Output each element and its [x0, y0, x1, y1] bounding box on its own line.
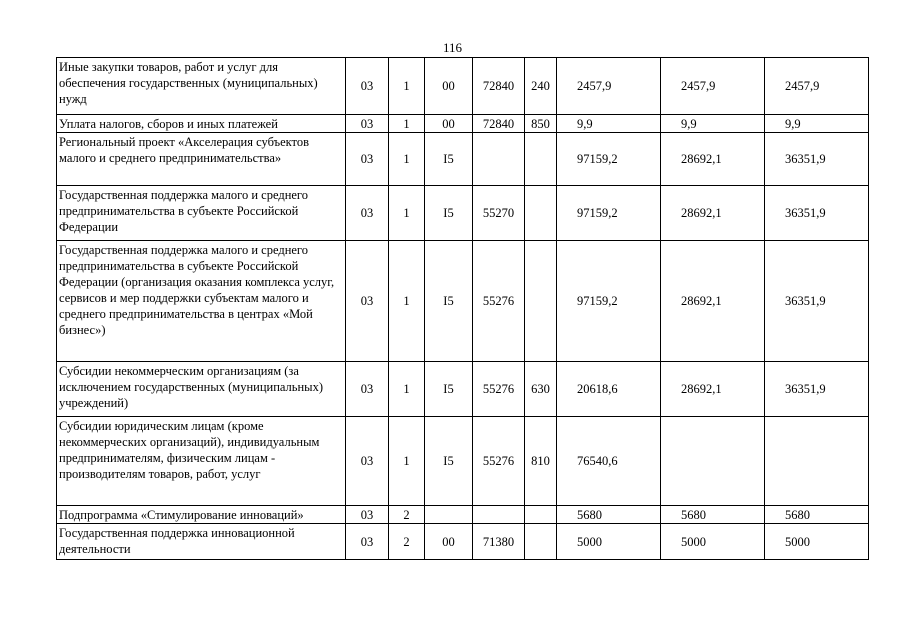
- amount-year-2: [661, 417, 765, 506]
- amount-year-2: 2457,9: [661, 58, 765, 115]
- amount-year-1: 5000: [557, 524, 661, 560]
- expense-type-code: [525, 241, 557, 362]
- section-code: 03: [346, 241, 389, 362]
- row-name: Региональный проект «Акселерация субъектов малого и среднего предпринимательства»: [57, 133, 346, 186]
- row-name: Субсидии юридическим лицам (кроме некоммерческих организаций), индивидуальным предпринимателям, физическим лицам - производителям товаров, работ, услуг: [57, 417, 346, 506]
- amount-year-3: 2457,9: [765, 58, 869, 115]
- table-row: [57, 241, 869, 362]
- program-code: 1: [389, 417, 425, 506]
- amount-year-1: 9,9: [557, 115, 661, 133]
- row-name: Подпрограмма «Стимулирование инноваций»: [57, 506, 346, 524]
- amount-year-1: 2457,9: [557, 58, 661, 115]
- subprogram-code: [425, 506, 473, 524]
- amount-year-2: 9,9: [661, 115, 765, 133]
- section-code: 03: [346, 115, 389, 133]
- subprogram-code: I5: [425, 186, 473, 241]
- expense-type-code: [525, 133, 557, 186]
- direction-code: 72840: [473, 58, 525, 115]
- section-code: 03: [346, 524, 389, 560]
- program-code: 1: [389, 58, 425, 115]
- amount-year-2: 28692,1: [661, 186, 765, 241]
- direction-code: [473, 133, 525, 186]
- expense-type-code: 630: [525, 362, 557, 417]
- expense-type-code: [525, 186, 557, 241]
- direction-code: 55270: [473, 186, 525, 241]
- page-number: 116: [442, 40, 463, 55]
- direction-code: [473, 506, 525, 524]
- amount-year-3: 5680: [765, 506, 869, 524]
- amount-year-2: 28692,1: [661, 362, 765, 417]
- program-code: 1: [389, 362, 425, 417]
- row-name: Государственная поддержка малого и среднего предпринимательства в субъекте Российской Федерации (организация оказания комплекса услуг, сервисов и мер поддержки субъектам малого и среднего предпринимательства в центрах «Мой бизнес»): [57, 241, 346, 362]
- row-name: Уплата налогов, сборов и иных платежей: [57, 115, 346, 133]
- program-code: 1: [389, 241, 425, 362]
- table-row: [57, 362, 869, 417]
- subprogram-code: I5: [425, 362, 473, 417]
- subprogram-code: 00: [425, 115, 473, 133]
- table-row: [57, 133, 869, 186]
- direction-code: 71380: [473, 524, 525, 560]
- section-code: 03: [346, 58, 389, 115]
- budget-table: [56, 57, 869, 560]
- section-code: 03: [346, 417, 389, 506]
- program-code: 2: [389, 506, 425, 524]
- section-code: 03: [346, 186, 389, 241]
- expense-type-code: 810: [525, 417, 557, 506]
- amount-year-1: 76540,6: [557, 417, 661, 506]
- subprogram-code: 00: [425, 58, 473, 115]
- table-row: [57, 115, 869, 133]
- program-code: 2: [389, 524, 425, 560]
- amount-year-1: 5680: [557, 506, 661, 524]
- section-code: 03: [346, 362, 389, 417]
- amount-year-1: 97159,2: [557, 241, 661, 362]
- section-code: 03: [346, 133, 389, 186]
- amount-year-1: 97159,2: [557, 133, 661, 186]
- direction-code: 72840: [473, 115, 525, 133]
- amount-year-3: [765, 417, 869, 506]
- table-row: [57, 524, 869, 560]
- program-code: 1: [389, 133, 425, 186]
- program-code: 1: [389, 186, 425, 241]
- expense-type-code: [525, 506, 557, 524]
- expense-type-code: [525, 524, 557, 560]
- amount-year-3: 9,9: [765, 115, 869, 133]
- amount-year-3: 36351,9: [765, 241, 869, 362]
- table-row: [57, 417, 869, 506]
- amount-year-3: 36351,9: [765, 133, 869, 186]
- expense-type-code: 240: [525, 58, 557, 115]
- table-row: [57, 58, 869, 115]
- direction-code: 55276: [473, 362, 525, 417]
- program-code: 1: [389, 115, 425, 133]
- amount-year-2: 5000: [661, 524, 765, 560]
- row-name: Иные закупки товаров, работ и услуг для обеспечения государственных (муниципальных) нужд: [57, 58, 346, 115]
- amount-year-2: 5680: [661, 506, 765, 524]
- amount-year-1: 97159,2: [557, 186, 661, 241]
- subprogram-code: I5: [425, 133, 473, 186]
- amount-year-2: 28692,1: [661, 133, 765, 186]
- amount-year-1: 20618,6: [557, 362, 661, 417]
- amount-year-3: 5000: [765, 524, 869, 560]
- expense-type-code: 850: [525, 115, 557, 133]
- table-row: [57, 186, 869, 241]
- amount-year-3: 36351,9: [765, 186, 869, 241]
- row-name: Субсидии некоммерческим организациям (за исключением государственных (муниципальных) учреждений): [57, 362, 346, 417]
- row-name: Государственная поддержка малого и среднего предпринимательства в субъекте Российской Федерации: [57, 186, 346, 241]
- direction-code: 55276: [473, 241, 525, 362]
- row-name: Государственная поддержка инновационной деятельности: [57, 524, 346, 560]
- subprogram-code: I5: [425, 417, 473, 506]
- direction-code: 55276: [473, 417, 525, 506]
- subprogram-code: I5: [425, 241, 473, 362]
- subprogram-code: 00: [425, 524, 473, 560]
- table-row: [57, 506, 869, 524]
- amount-year-3: 36351,9: [765, 362, 869, 417]
- amount-year-2: 28692,1: [661, 241, 765, 362]
- section-code: 03: [346, 506, 389, 524]
